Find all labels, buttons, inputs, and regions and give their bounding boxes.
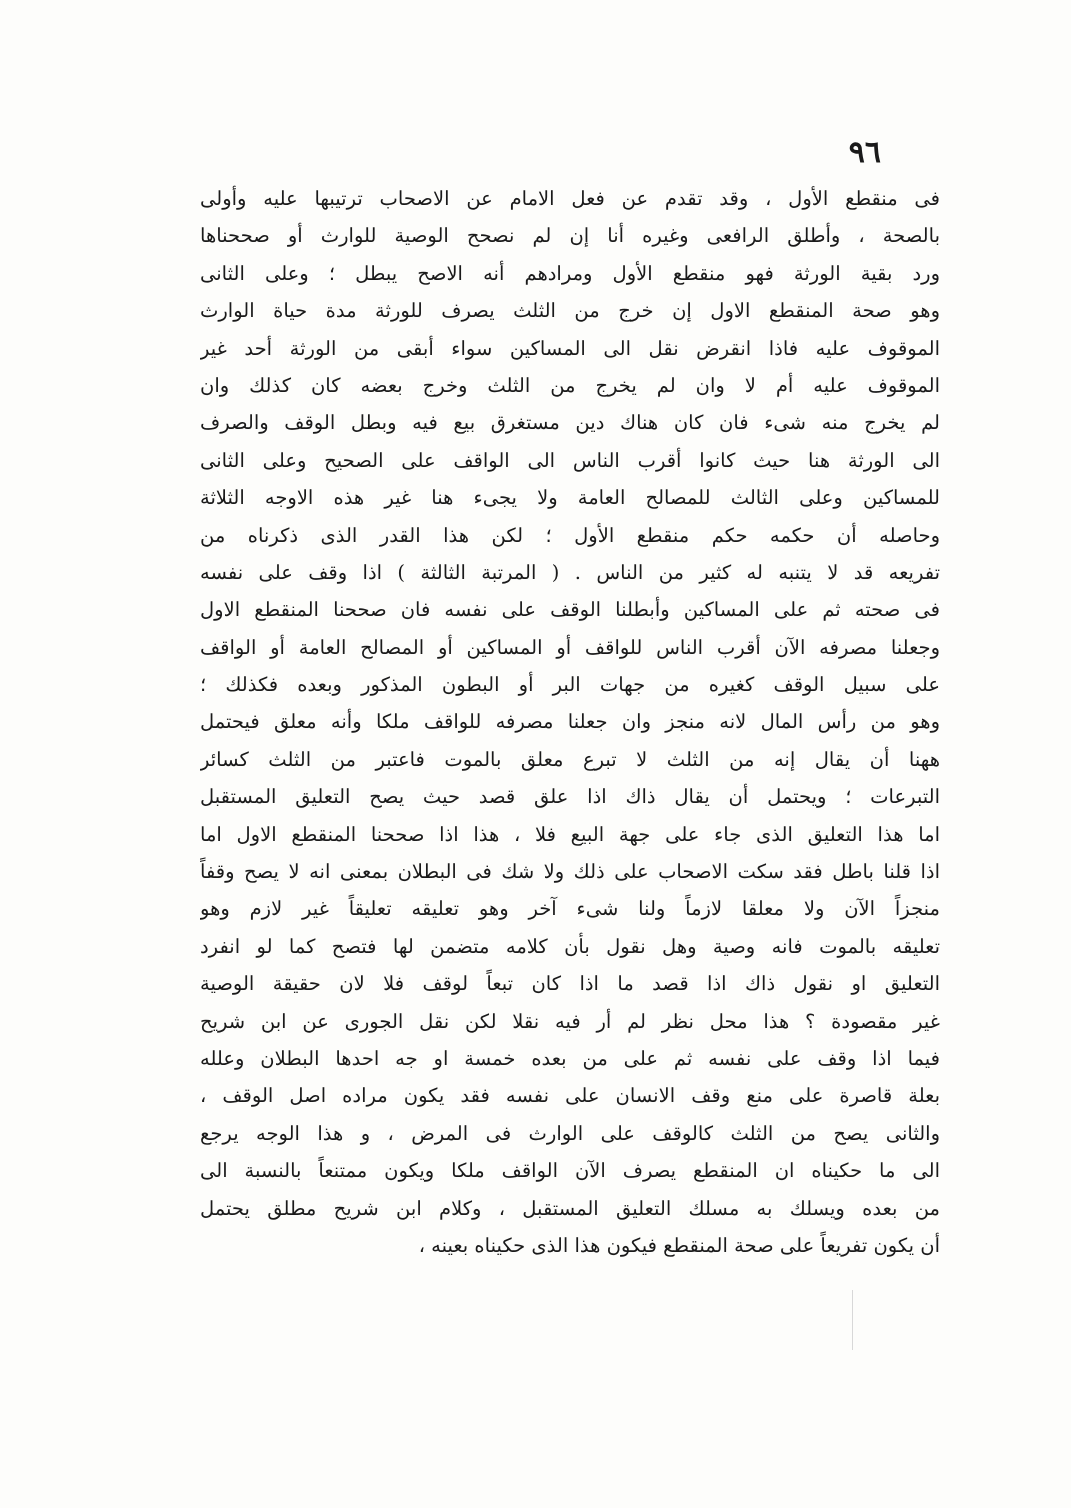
- text-line: وجعلنا مصرفه الآن أقرب الناس للواقف أو المساكين أو المصالح العامة أو الواقف: [200, 635, 940, 659]
- text-line: ههنا أن يقال إنه من الثلث لا تبرع معلق بالموت فاعتبر من الثلث كسائر: [200, 747, 940, 771]
- text-line: أن يكون تفريعاً على صحة المنقطع فيكون هذا الذى حكيناه بعينه ،: [418, 1233, 940, 1257]
- margin-mark: [852, 1290, 853, 1350]
- text-line: التبرعات ؛ ويحتمل أن يقال ذاك اذا علق قصد حيث يصح التعليق المستقبل: [200, 785, 940, 809]
- text-line: بالصحة ، وأطلق الرافعى وغيره أنا إن لم نصحح الوصية للوارث أو صححناها: [200, 224, 940, 248]
- text-line: منجزاً الآن ولا معلقا لازماً ولنا شىء آخر وهو تعليقه تعليقاً غير لازم وهو: [200, 897, 940, 921]
- text-line: اما هذا التعليق الذى جاء على جهة البيع فلا ، هذا اذا صححنا المنقطع الاول اما: [200, 822, 940, 846]
- text-line: للمساكين وعلى الثالث للمصالح العامة ولا يجىء هنا غير هذه الاوجه الثلاثة: [200, 486, 940, 510]
- text-line: تفريعه قد لا يتنبه له كثير من الناس . ( المرتبة الثالثة ) اذا وقف على نفسه: [200, 560, 940, 584]
- text-line: بعلة قاصرة على منع وقف الانسان على نفسه فقد يكون مراده اصل الوقف ،: [200, 1084, 940, 1108]
- text-line: التعليق او نقول ذاك اذا قصد ما اذا كان تبعاً لوقف فلا لان حقيقة الوصية: [200, 972, 940, 996]
- text-line: من بعده ويسلك به مسلك التعليق المستقبل ، وكلام ابن شريح مطلق يحتمل: [200, 1196, 940, 1220]
- text-line: الموقوف عليه أم لا وان لم يخرج من الثلث وخرج بعضه كان كذلك وان: [200, 373, 940, 397]
- text-line: الموقوف عليه فاذا انقرض نقل الى المساكين سواء أبقى من الورثة أحد غير: [200, 336, 940, 360]
- body-text: [200, 180, 940, 1264]
- text-line: اذا قلنا باطل فقد سكت الاصحاب على ذلك ولا شك فى البطلان بمعنى انه لا يصح وقفاً: [200, 860, 940, 884]
- text-line: على سبيل الوقف كغيره من جهات البر أو البطون المذكور وبعده فكذلك ؛: [200, 673, 940, 697]
- text-line: الى الورثة هنا حيث كانوا أقرب الناس الى الواقف على الصحيح وعلى الثانى: [200, 448, 940, 472]
- text-line: فيما اذا وقف على نفسه ثم على من بعده خمسة او جه احدها البطلان وعلله: [200, 1046, 940, 1070]
- text-line: وهو من رأس المال لانه منجز وان جعلنا مصرفه للواقف ملكا وأنه معلق فيحتمل: [200, 710, 940, 734]
- text-line: وهو صحة المنقطع الاول إن خرج من الثلث يصرف للورثة مدة حياة الوارث: [200, 299, 940, 323]
- page-number: ٩٦: [848, 135, 881, 170]
- text-line: الى ما حكيناه ان المنقطع يصرف الآن الواقف ملكا ويكون ممتنعاً بالنسبة الى: [200, 1159, 940, 1183]
- text-line: فى منقطع الأول ، وقد تقدم عن فعل الامام عن الاصحاب ترتيبها عليه وأولى: [200, 187, 940, 210]
- text-line: تعليقه بالموت فانه وصية وهل نقول بأن كلامه متضمن لها فتصح كما لو انفرد: [200, 934, 940, 958]
- text-line: لم يخرج منه شىء فان كان هناك دين مستغرق بيع فيه وبطل الوقف والصرف: [200, 411, 940, 435]
- text-line: فى صحته ثم على المساكين وأبطلنا الوقف على نفسه فان صححنا المنقطع الاول: [200, 598, 940, 622]
- text-line: والثانى يصح من الثلث كالوقف على الوارث فى المرض ، و هذا الوجه يرجع: [200, 1121, 940, 1145]
- text-line: وحاصله أن حكمه حكم منقطع الأول ؛ لكن هذا القدر الذى ذكرناه من: [200, 523, 940, 547]
- text-line: ورد بقية الورثة فهو منقطع الأول ومرادهم أنه الاصح يبطل ؛ وعلى الثانى: [200, 261, 940, 285]
- text-line: غير مقصودة ؟ هذا محل نظر لم أر فيه نقلا لكن نقل الجورى عن ابن شريح: [200, 1009, 940, 1033]
